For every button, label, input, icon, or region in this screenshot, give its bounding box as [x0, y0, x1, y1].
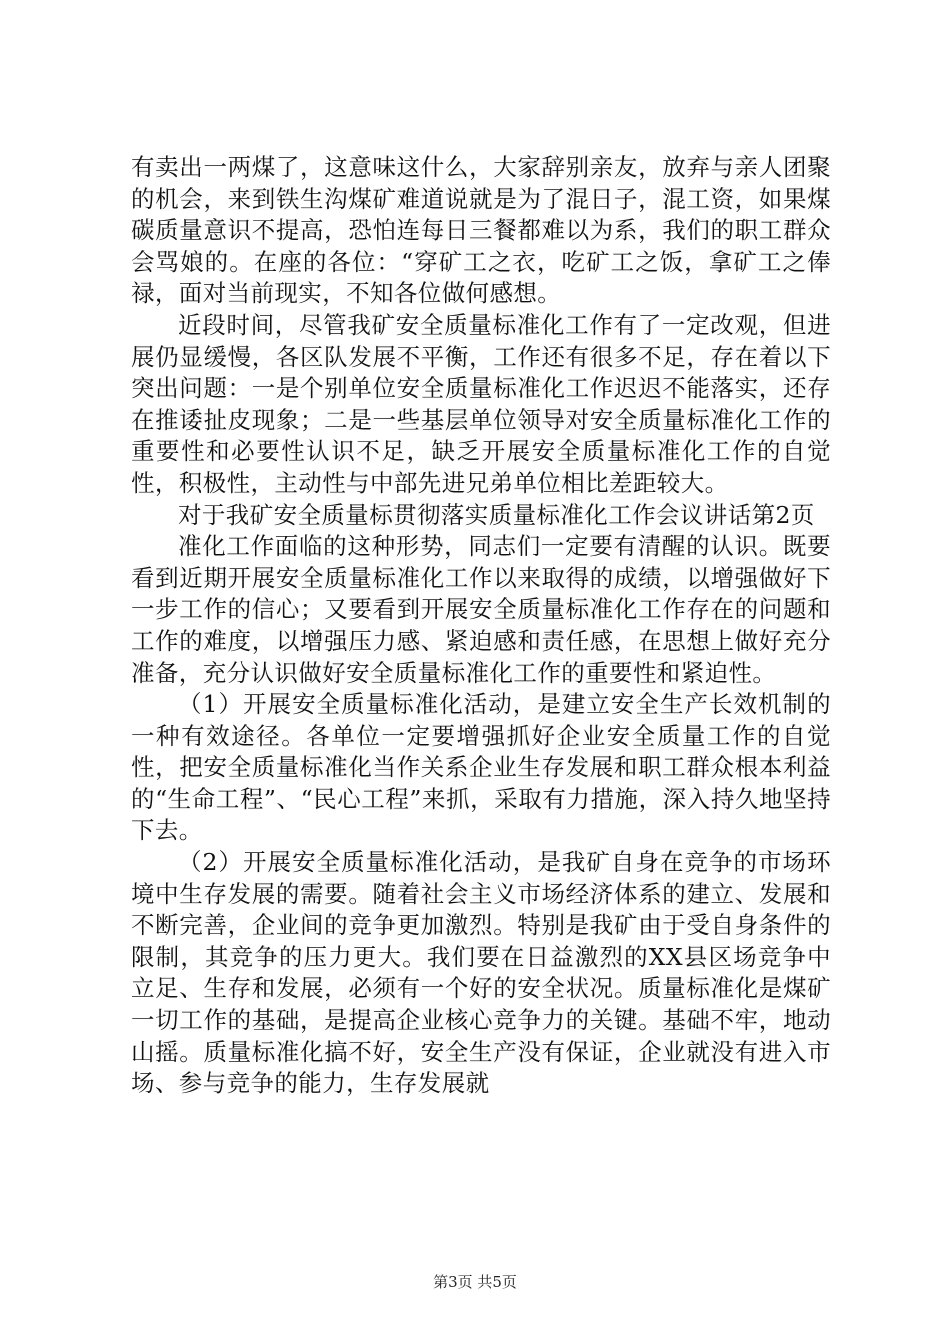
page-footer: [0, 1272, 950, 1292]
paragraph-point-1: （1）开展安全质量标准化活动，是建立安全生产长效机制的一种有效途径。各单位一定要增强抓好企业安全质量工作的自觉性，把安全质量标准化当作关系企业生存发展和职工群众根本利益的“生命工程”、“民心工程”来抓，采取有力措施，深入持久地坚持下去。: [131, 690, 831, 845]
paragraph-continuation: 有卖出一两煤了，这意味这什么，大家辞别亲友，放弃与亲人团聚的机会，来到铁生沟煤矿难道说就是为了混日子，混工资，如果煤碳质量意识不提高，恐怕连每日三餐都难以为系，我们的职工群众会骂娘的。在座的各位：“穿矿工之衣，吃矿工之饭，拿矿工之俸禄，面对当前现实，不知各位做何感想。: [131, 153, 831, 308]
page-number-label: 第3页 共5页: [433, 1273, 517, 1291]
paragraph-situation: 准化工作面临的这种形势，同志们一定要有清醒的认识。既要看到近期开展安全质量标准化工作以来取得的成绩，以增强做好下一步工作的信心；又要看到开展安全质量标准化工作存在的问题和工作的难度，以增强压力感、紧迫感和责任感，在思想上做好充分准备，充分认识做好安全质量标准化工作的重要性和紧迫性。: [131, 532, 831, 687]
paragraph-point-2: （2）开展安全质量标准化活动，是我矿自身在竞争的市场环境中生存发展的需要。随着社会主义市场经济体系的建立、发展和不断完善，企业间的竞争更加激烈。特别是我矿由于受自身条件的限制，其竞争的压力更大。我们要在日益激烈的XX县区场竞争中立足、生存和发展，必须有一个好的安全状况。质量标准化是煤矿一切工作的基础，是提高企业核心竞争力的关键。基础不牢，地动山摇。质量标准化搞不好，安全生产没有保证，企业就没有进入市场、参与竞争的能力，生存发展就: [131, 848, 831, 1098]
paragraph-page-header-text: 对于我矿安全质量标贯彻落实质量标准化工作会议讲话第2页: [178, 500, 815, 529]
paragraph-problems: 近段时间，尽管我矿安全质量标准化工作有了一定改观，但进展仍显缓慢，各区队发展不平衡，工作还有很多不足，存在着以下突出问题：一是个别单位安全质量标准化工作迟迟不能落实，还存在推诿扯皮现象；二是一些基层单位领导对安全质量标准化工作的重要性和必要性认识不足，缺乏开展安全质量标准化工作的自觉性，积极性，主动性与中部先进兄弟单位相比差距较大。: [131, 310, 831, 497]
document-body: [131, 152, 831, 1100]
